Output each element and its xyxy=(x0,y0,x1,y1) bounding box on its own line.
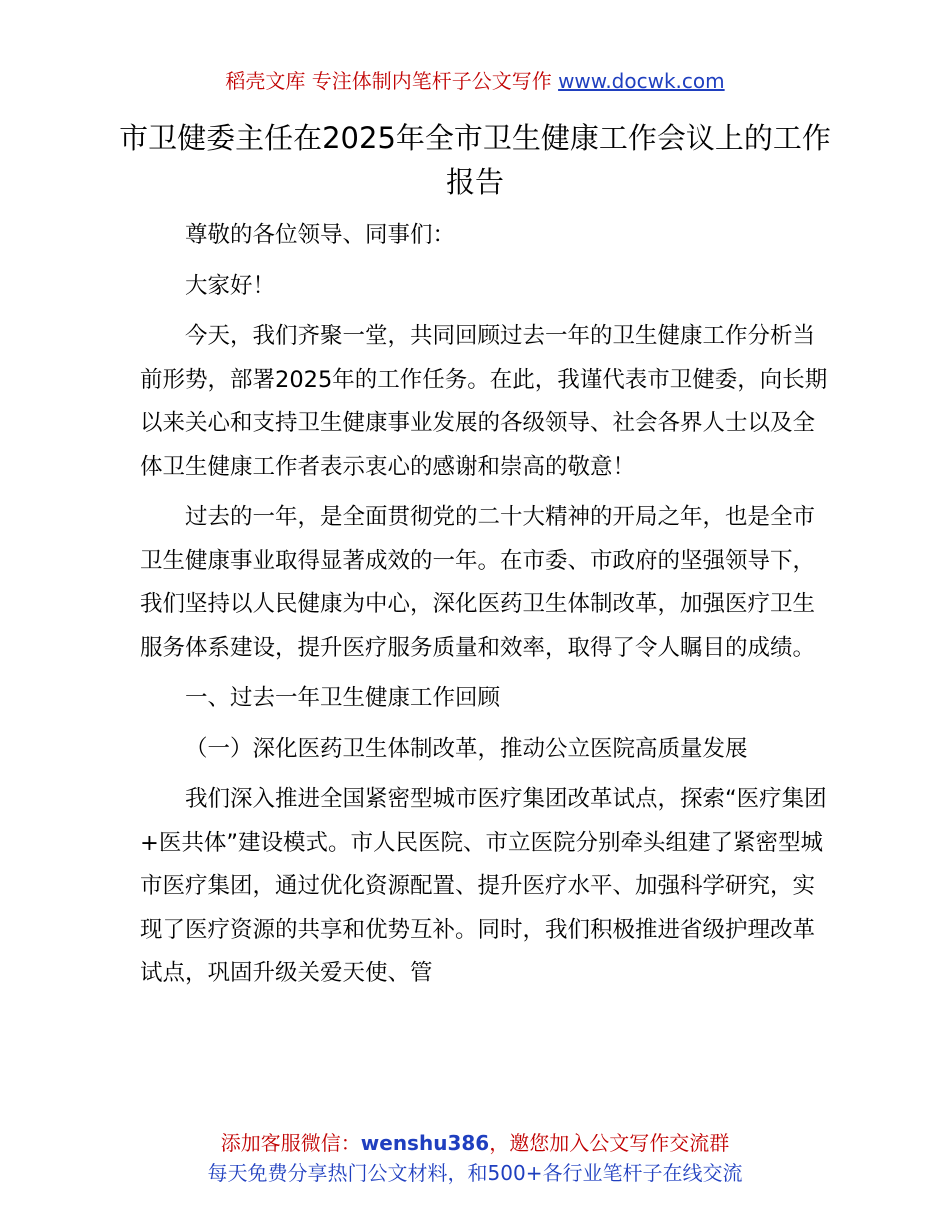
footer-wechat-suffix: ，邀您加入公文写作交流群 xyxy=(489,1131,730,1155)
body-paragraph: 我们深入推进全国紧密型城市医疗集团改革试点，探索“医疗集团+医共体”建设模式。市人民医院、市立医院分别牵头组建了紧密型城市医疗集团，通过优化资源配置、提升医疗水平、加强科学研究，实现了医疗资源的共享和优势互补。同时，我们积极推进省级护理改革试点，巩固升级关爱天使、管 xyxy=(140,786,827,986)
greeting: 大家好！ xyxy=(185,272,276,299)
section-heading: 一、过去一年卫生健康工作回顾 xyxy=(185,685,501,711)
document-body xyxy=(140,214,832,1003)
footer-wechat-id: wenshu386 xyxy=(360,1131,490,1155)
header-brand-text: 稻壳文库 专注体制内笔杆子公文写作 xyxy=(225,69,559,93)
footer-wechat-line xyxy=(0,1128,950,1158)
header-website-link[interactable]: www.docwk.com xyxy=(558,69,725,93)
document-title: 市卫健委主任在2025年全市卫生健康工作会议上的工作报告 xyxy=(119,121,831,199)
subsection-heading: （一）深化医药卫生体制改革，推动公立医院高质量发展 xyxy=(185,735,748,762)
footer-wechat-prefix: 添加客服微信： xyxy=(220,1131,361,1155)
page-header xyxy=(0,66,950,96)
body-paragraph: 过去的一年，是全面贯彻党的二十大精神的开局之年，也是全市卫生健康事业取得显著成效的一年。在市委、市政府的坚强领导下，我们坚持以人民健康为中心，深化医药卫生体制改革，加强医疗卫生服务体系建设，提升医疗服务质量和效率，取得了令人瞩目的成绩。 xyxy=(140,504,816,661)
footer-promo-line: 每天免费分享热门公文材料，和500+各行业笔杆子在线交流 xyxy=(207,1161,743,1185)
salutation: 尊敬的各位领导、同事们： xyxy=(185,222,456,248)
page-footer xyxy=(0,1128,950,1188)
body-paragraph: 今天，我们齐聚一堂，共同回顾过去一年的卫生健康工作分析当前形势，部署2025年的工作任务。在此，我谨代表市卫健委，向长期以来关心和支持卫生健康事业发展的各级领导、社会各界人士以及全体卫生健康工作者表示衷心的感谢和崇高的敬意！ xyxy=(140,323,828,480)
